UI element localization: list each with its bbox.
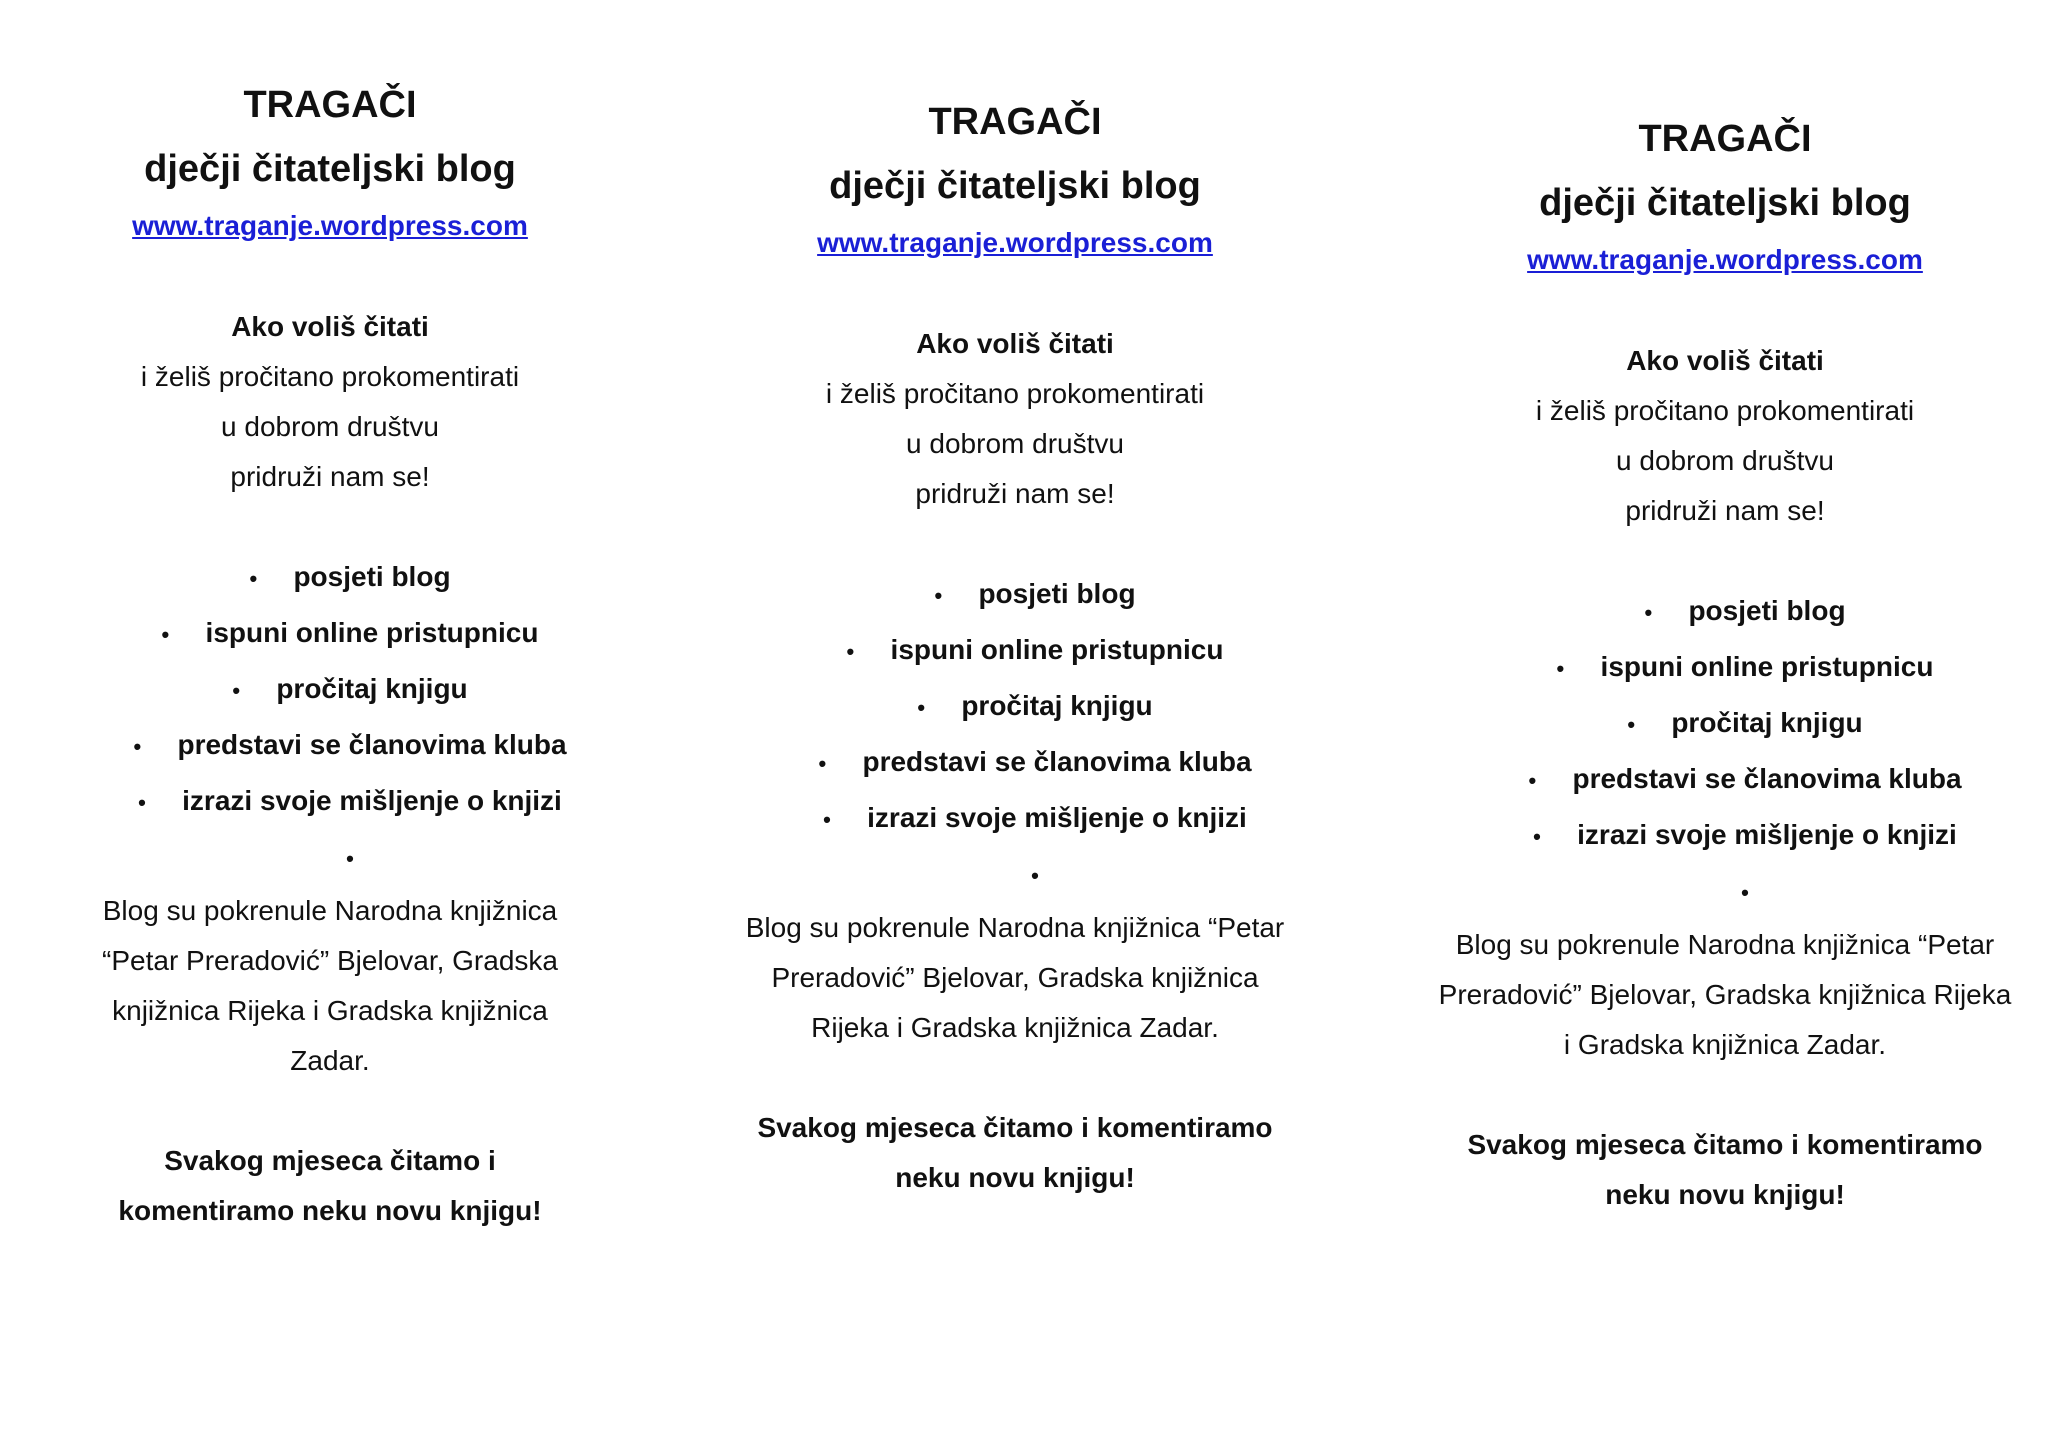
intro-text (1425, 336, 2025, 536)
bullet-icon: • (917, 695, 926, 720)
list-item-label: ispuni online pristupnicu (205, 617, 539, 648)
flyer-title: TRAGAČI (243, 84, 417, 126)
list-item-label: predstavi se članovima kluba (1572, 763, 1962, 794)
bullet-icon: • (934, 583, 943, 608)
list-item-label: predstavi se članovima kluba (862, 746, 1252, 777)
intro-line: i želiš pročitano prokomentirati (140, 361, 520, 392)
flyer-column-1 (30, 82, 630, 1236)
bullet-icon: • (249, 566, 258, 591)
flyer-column-3 (1425, 116, 2025, 1220)
about-text: Blog su pokrenule Narodna knjižnica “Petar Preradović” Bjelovar, Gradska knjižnica Rijeka i Gradska knjižnica Zadar. (102, 895, 558, 1076)
bullet-icon: • (232, 678, 241, 703)
bullet-icon: • (1741, 880, 1749, 905)
list-item-label: pročitaj knjigu (961, 690, 1153, 721)
bullet-icon: • (846, 639, 855, 664)
list-item (715, 567, 1315, 623)
intro-line: u dobrom društvu (221, 411, 439, 442)
intro-line: Ako voliš čitati (1626, 345, 1824, 376)
list-item (1425, 640, 2025, 696)
list-item-empty (1425, 864, 2025, 920)
list-item (30, 606, 630, 662)
flyer-subtitle: dječji čitateljski blog (144, 148, 516, 190)
list-item (30, 550, 630, 606)
list-item (715, 679, 1315, 735)
bullet-icon: • (161, 622, 170, 647)
list-item (1425, 752, 2025, 808)
list-item (715, 623, 1315, 679)
closing-text: Svakog mjeseca čitamo i komentiramo neku novu knjigu! (757, 1112, 1273, 1193)
action-list (30, 550, 630, 886)
bullet-icon: • (346, 846, 354, 871)
list-item-label: posjeti blog (978, 578, 1136, 609)
list-item-label: posjeti blog (293, 561, 451, 592)
flyer-subtitle: dječji čitateljski blog (1539, 182, 1911, 224)
list-item-label: izrazi svoje mišljenje o knjizi (1577, 819, 1957, 850)
list-item (715, 791, 1315, 847)
about-text: Blog su pokrenule Narodna knjižnica “Petar Preradović” Bjelovar, Gradska knjižnica Rijeka i Gradska knjižnica Zadar. (1438, 929, 2012, 1060)
flyer-column-2 (715, 99, 1315, 1203)
blog-link[interactable]: www.traganje.wordpress.com (817, 227, 1213, 258)
closing-text: Svakog mjeseca čitamo i komentiramo neku novu knjigu! (118, 1145, 542, 1226)
list-item-empty (715, 847, 1315, 903)
bullet-icon: • (823, 807, 831, 832)
intro-line: u dobrom društvu (1616, 445, 1834, 476)
intro-line: pridruži nam se! (915, 478, 1115, 509)
list-item (30, 718, 630, 774)
action-list (715, 567, 1315, 903)
list-item-label: predstavi se članovima kluba (177, 729, 567, 760)
bullet-icon: • (1644, 600, 1653, 625)
bullet-icon: • (1556, 656, 1565, 681)
intro-line: u dobrom društvu (906, 428, 1124, 459)
intro-line: Ako voliš čitati (231, 311, 429, 342)
intro-line: i želiš pročitano prokomentirati (825, 378, 1205, 409)
bullet-icon: • (1031, 863, 1039, 888)
flyer-title: TRAGAČI (1638, 118, 1812, 160)
list-item (715, 735, 1315, 791)
list-item (1425, 696, 2025, 752)
list-item-label: ispuni online pristupnicu (890, 634, 1224, 665)
intro-line: Ako voliš čitati (916, 328, 1114, 359)
blog-link[interactable]: www.traganje.wordpress.com (1527, 244, 1923, 275)
bullet-icon: • (133, 734, 142, 759)
bullet-icon: • (1627, 712, 1636, 737)
intro-text (30, 302, 630, 502)
action-list (1425, 584, 2025, 920)
list-item-empty (30, 830, 630, 886)
list-item-label: izrazi svoje mišljenje o knjizi (867, 802, 1247, 833)
intro-line: pridruži nam se! (230, 461, 430, 492)
intro-line: i želiš pročitano prokomentirati (1535, 395, 1915, 426)
bullet-icon: • (818, 751, 827, 776)
blog-link[interactable]: www.traganje.wordpress.com (132, 210, 528, 241)
list-item-label: ispuni online pristupnicu (1600, 651, 1934, 682)
closing-text: Svakog mjeseca čitamo i komentiramo neku novu knjigu! (1467, 1129, 1983, 1210)
intro-line: pridruži nam se! (1625, 495, 1825, 526)
list-item-label: pročitaj knjigu (276, 673, 468, 704)
list-item (30, 774, 630, 830)
flyer-title: TRAGAČI (928, 101, 1102, 143)
list-item (1425, 808, 2025, 864)
list-item (1425, 584, 2025, 640)
list-item-label: pročitaj knjigu (1671, 707, 1863, 738)
bullet-icon: • (1533, 824, 1541, 849)
list-item (30, 662, 630, 718)
bullet-icon: • (1528, 768, 1537, 793)
bullet-icon: • (138, 790, 146, 815)
list-item-label: posjeti blog (1688, 595, 1846, 626)
intro-text (715, 319, 1315, 519)
list-item-label: izrazi svoje mišljenje o knjizi (182, 785, 562, 816)
flyer-subtitle: dječji čitateljski blog (829, 165, 1201, 207)
about-text: Blog su pokrenule Narodna knjižnica “Petar Preradović” Bjelovar, Gradska knjižnica Rijeka i Gradska knjižnica Zadar. (745, 912, 1285, 1043)
